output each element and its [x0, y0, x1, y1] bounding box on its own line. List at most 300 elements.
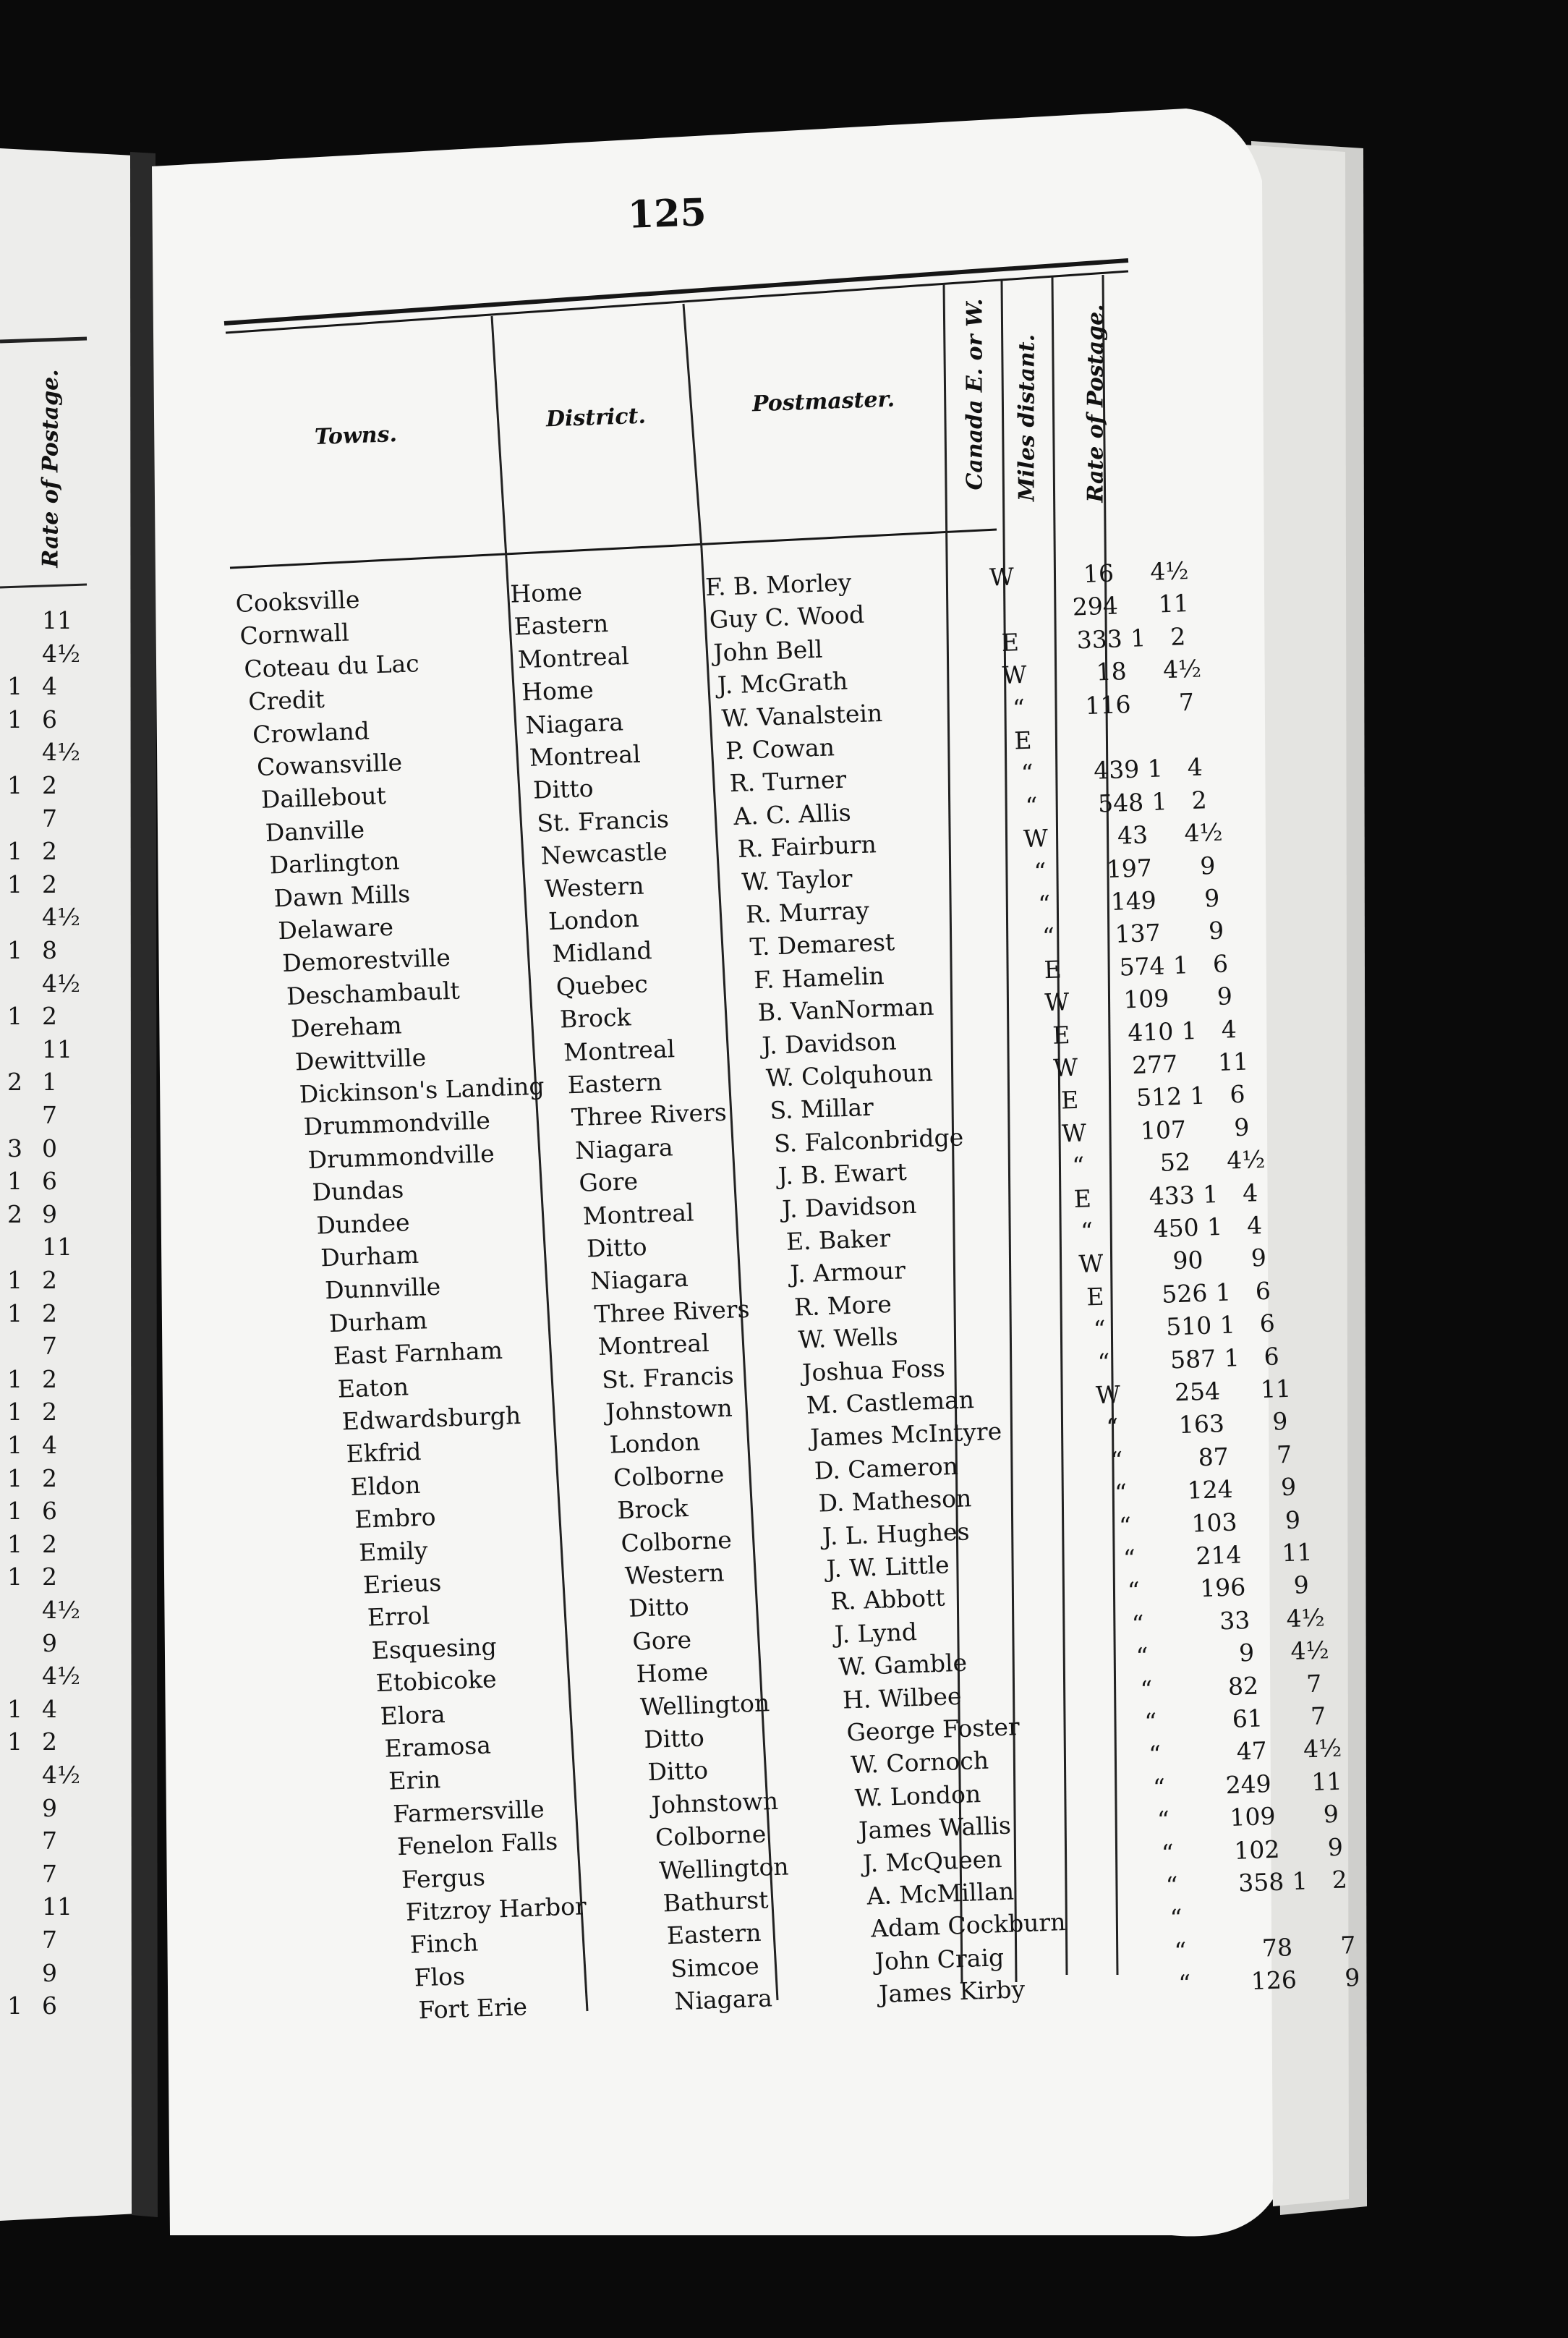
- town-cell: Durham: [328, 1306, 428, 1338]
- left-rate-pence: 6: [42, 1991, 57, 2020]
- left-rate-pence: 9: [42, 1628, 57, 1657]
- rate-pence-cell: 9: [1199, 851, 1216, 880]
- left-page-row: [6, 1035, 85, 1068]
- left-page-row: [6, 1167, 85, 1199]
- town-cell: Danville: [265, 815, 365, 847]
- rate-pence-cell: 9: [1323, 1799, 1339, 1829]
- miles-cell: 512: [1135, 1082, 1183, 1113]
- left-rate-shillings: 1: [7, 1463, 22, 1492]
- left-rate-shillings: 1: [7, 1497, 22, 1526]
- rate-shillings-cell: 1: [1215, 1278, 1232, 1307]
- left-rate-pence: 7: [42, 804, 57, 833]
- postmaster-cell: J. McQueen: [862, 1844, 1003, 1878]
- district-cell: Ditto: [647, 1756, 709, 1787]
- left-rate-pence: 2: [42, 837, 57, 866]
- district-cell: Johnstown: [605, 1393, 733, 1427]
- left-rate-pence: 4: [42, 1431, 57, 1459]
- town-cell: Fitzroy Harbor: [405, 1892, 587, 1926]
- page-number: 125: [626, 190, 707, 237]
- postmaster-cell: John Bell: [712, 634, 824, 667]
- district-cell: Bathurst: [662, 1885, 769, 1918]
- left-rate-shillings: 3: [7, 1134, 22, 1162]
- postmaster-cell: J. Davidson: [761, 1026, 898, 1060]
- town-cell: Eaton: [337, 1372, 409, 1403]
- postmaster-cell: J. L. Hughes: [822, 1516, 971, 1551]
- left-rate-shillings: 1: [7, 771, 22, 799]
- town-cell: Cooksville: [235, 585, 361, 618]
- left-rate-pence: 6: [42, 705, 57, 734]
- rate-pence-cell: 9: [1208, 916, 1224, 945]
- town-cell: Ekfrid: [345, 1437, 422, 1468]
- canada-ew-cell: “: [1114, 1478, 1128, 1508]
- town-cell: Dewittville: [294, 1042, 427, 1076]
- town-cell: Fergus: [401, 1862, 486, 1894]
- header-rate-of-postage: Rate of Postage.: [1083, 304, 1109, 503]
- town-cell: Drummondville: [303, 1106, 491, 1142]
- left-page-row: [6, 1398, 85, 1430]
- rate-pence-cell: 6: [1229, 1080, 1246, 1109]
- miles-cell: 109: [1229, 1802, 1277, 1832]
- left-rate-pence: 11: [42, 606, 72, 634]
- rate-pence-cell: 11: [1217, 1047, 1249, 1076]
- district-cell: Gore: [631, 1625, 692, 1656]
- town-cell: Credit: [247, 684, 325, 716]
- town-cell: Eldon: [349, 1470, 421, 1501]
- postmaster-cell: H. Wilbee: [842, 1681, 963, 1714]
- header-canada-ew: Canada E. or W.: [962, 298, 988, 490]
- town-cell: Deschambault: [286, 976, 461, 1011]
- district-cell: Three Rivers: [593, 1294, 751, 1329]
- miles-cell: 18: [1095, 657, 1128, 686]
- postmaster-cell: D. Cameron: [814, 1451, 959, 1485]
- rate-pence-cell: 4½: [1226, 1144, 1266, 1175]
- canada-ew-cell: “: [1097, 1348, 1111, 1377]
- rate-pence-cell: 6: [1263, 1341, 1280, 1371]
- rate-shillings-cell: 1: [1223, 1343, 1240, 1372]
- left-rate-pence: 4: [42, 672, 57, 701]
- rate-shillings-cell: 1: [1206, 1212, 1223, 1241]
- postmaster-cell: R. Fairburn: [737, 830, 877, 864]
- left-rate-pence: 4½: [42, 1596, 80, 1624]
- town-cell: Elora: [379, 1699, 446, 1730]
- left-page-row: [6, 1266, 85, 1298]
- left-rate-pence: 2: [42, 1463, 57, 1492]
- canada-ew-cell: “: [1131, 1609, 1145, 1638]
- left-page-row: [6, 1926, 85, 1958]
- canada-ew-cell: “: [1093, 1314, 1107, 1344]
- miles-cell: 47: [1236, 1736, 1268, 1767]
- left-page-row: [6, 1299, 85, 1332]
- rate-shillings-cell: 1: [1172, 951, 1189, 979]
- postmaster-table: [235, 553, 1360, 2035]
- canada-ew-cell: “: [1012, 693, 1026, 723]
- town-cell: Finch: [409, 1928, 479, 1960]
- rate-pence-cell: 11: [1311, 1767, 1343, 1796]
- left-page-row: [6, 1892, 85, 1925]
- district-cell: Montreal: [529, 739, 642, 772]
- left-rate-shillings: 1: [7, 1991, 22, 2020]
- left-page-row: [6, 771, 85, 804]
- header-towns: Towns.: [314, 422, 398, 450]
- left-rate-pence: 6: [42, 1167, 57, 1196]
- town-cell: Cowansville: [256, 748, 403, 782]
- rate-shillings-cell: [1159, 852, 1176, 853]
- left-rate-pence: 8: [42, 936, 57, 964]
- postmaster-cell: James Wallis: [858, 1811, 1012, 1845]
- rate-pence-cell: 9: [1280, 1472, 1297, 1502]
- left-rate-shillings: 1: [7, 1694, 22, 1723]
- rate-shillings-cell: 1: [1181, 1016, 1198, 1045]
- left-rate-shillings: 1: [7, 1298, 22, 1327]
- canada-ew-cell: W: [1044, 987, 1070, 1017]
- district-cell: Montreal: [563, 1034, 676, 1067]
- canada-ew-cell: “: [1021, 759, 1034, 788]
- district-cell: Brock: [559, 1003, 632, 1034]
- postmaster-cell: J. Davidson: [781, 1190, 918, 1223]
- left-rate-pence: 2: [42, 870, 57, 898]
- left-page-row: [6, 1101, 85, 1134]
- town-cell: Demorestville: [281, 943, 451, 978]
- district-cell: Quebec: [555, 969, 649, 1001]
- district-cell: Johnstown: [651, 1786, 779, 1819]
- miles-cell: 90: [1172, 1246, 1204, 1275]
- postmaster-cell: M. Castleman: [806, 1385, 975, 1420]
- miles-cell: 124: [1186, 1474, 1234, 1505]
- rate-shillings-cell: [1235, 1441, 1253, 1442]
- rate-pence-cell: 9: [1293, 1570, 1310, 1600]
- rate-shillings-cell: [1287, 1834, 1304, 1835]
- postmaster-cell: Guy C. Wood: [709, 600, 865, 634]
- left-page-row: [6, 1464, 85, 1497]
- canada-ew-cell: E: [1073, 1183, 1092, 1213]
- left-page-row: [6, 639, 85, 672]
- left-rate-shillings: 1: [7, 1431, 22, 1459]
- left-rate-shillings: 1: [7, 1398, 22, 1427]
- rate-pence-cell: 4½: [1285, 1603, 1326, 1633]
- rate-pence-cell: 4: [1187, 752, 1203, 782]
- district-cell: Midland: [551, 936, 653, 969]
- rate-pence-cell: 9: [1284, 1505, 1301, 1534]
- left-page-row: [6, 1991, 85, 2024]
- town-cell: Dundee: [315, 1207, 411, 1240]
- postmaster-cell: W. Vanalstein: [720, 698, 883, 733]
- rate-pence-cell: 2: [1190, 786, 1208, 815]
- rate-pence-cell: 4½: [1149, 556, 1190, 586]
- left-rate-pence: 2: [42, 1727, 57, 1756]
- left-rate-shillings: 1: [7, 705, 22, 734]
- header-postmaster: Postmaster.: [751, 386, 895, 417]
- left-rate-pence: 6: [42, 1497, 57, 1526]
- rate-pence-cell: 4½: [1162, 654, 1202, 684]
- left-rate-shillings: 1: [7, 837, 22, 866]
- district-cell: St. Francis: [601, 1361, 735, 1394]
- rate-pence-cell: 7: [1310, 1701, 1326, 1731]
- left-page-row: [6, 837, 85, 870]
- district-cell: Colborne: [655, 1819, 767, 1852]
- canada-ew-cell: “: [1156, 1806, 1170, 1835]
- miles-cell: 107: [1140, 1115, 1187, 1145]
- left-rate-shillings: 1: [7, 1002, 22, 1031]
- miles-cell: 254: [1174, 1377, 1221, 1407]
- postmaster-cell: P. Cowan: [725, 733, 835, 765]
- rate-shillings-cell: [1265, 1670, 1282, 1671]
- miles-cell: 197: [1106, 853, 1153, 883]
- left-rate-pence: 2: [42, 1563, 57, 1591]
- town-cell: Erieus: [362, 1568, 442, 1599]
- canada-ew-cell: “: [1143, 1707, 1158, 1737]
- rate-shillings-cell: [1163, 885, 1180, 886]
- postmaster-cell: J. B. Ewart: [777, 1157, 908, 1191]
- left-page-row: [6, 804, 85, 837]
- miles-cell: 149: [1110, 885, 1157, 916]
- postmaster-cell: J. W. Little: [826, 1550, 950, 1584]
- left-rate-pence: 4½: [42, 738, 80, 767]
- miles-cell: 510: [1165, 1311, 1212, 1341]
- miles-cell: 103: [1190, 1508, 1238, 1538]
- postmaster-cell: R. Abbott: [830, 1583, 946, 1616]
- canada-ew-cell: [991, 595, 1020, 596]
- town-cell: Crowland: [252, 716, 370, 749]
- rate-shillings-cell: [1133, 656, 1151, 657]
- left-rate-pence: 2: [42, 1298, 57, 1327]
- miles-cell: 358: [1237, 1867, 1284, 1897]
- miles-cell: 52: [1159, 1147, 1191, 1178]
- town-cell: East Farnham: [333, 1335, 503, 1371]
- left-rate-shillings: 2: [7, 1199, 22, 1228]
- postmaster-cell: A. McMillan: [866, 1876, 1015, 1910]
- left-rate-shillings: 1: [7, 1167, 22, 1196]
- left-rate-pence: 4½: [42, 1761, 80, 1789]
- district-cell: Colborne: [613, 1459, 725, 1492]
- district-cell: Wellington: [639, 1688, 770, 1721]
- left-page-row: [6, 738, 85, 770]
- postmaster-cell: James McIntyre: [809, 1417, 1002, 1453]
- left-page-row: [6, 1002, 85, 1034]
- canada-ew-cell: “: [1122, 1544, 1136, 1573]
- rate-pence-cell: 6: [1212, 949, 1229, 978]
- left-rate-shillings: 1: [7, 1364, 22, 1393]
- district-cell: Newcastle: [540, 837, 668, 870]
- rate-pence-cell: 11: [1281, 1537, 1313, 1568]
- canada-ew-cell: E: [1086, 1282, 1105, 1312]
- rate-shillings-cell: [1176, 983, 1193, 984]
- district-cell: Niagara: [673, 1984, 773, 2016]
- district-cell: Brock: [616, 1494, 689, 1525]
- district-cell: Montreal: [582, 1197, 695, 1230]
- town-cell: Fenelon Falls: [396, 1827, 558, 1861]
- town-cell: Fort Erie: [417, 1992, 528, 2025]
- town-cell: Flos: [414, 1961, 466, 1992]
- postmaster-cell: Joshua Foss: [801, 1353, 946, 1387]
- miles-cell: 433: [1149, 1180, 1196, 1210]
- miles-cell: 450: [1152, 1213, 1200, 1244]
- left-rate-shillings: 2: [7, 1068, 22, 1097]
- left-page-row: [6, 1365, 85, 1398]
- canada-ew-cell: “: [1135, 1642, 1149, 1671]
- rate-pence-cell: 9: [1271, 1407, 1288, 1437]
- canada-ew-cell: E: [1052, 1020, 1071, 1050]
- rate-shillings-cell: [1210, 1245, 1227, 1246]
- postmaster-cell: A. C. Allis: [733, 798, 852, 830]
- left-page-row: [6, 969, 85, 1002]
- left-rate-shillings: 1: [7, 1563, 22, 1591]
- postmaster-cell: J. Armour: [789, 1256, 906, 1289]
- left-page-row: [6, 1695, 85, 1727]
- left-rate-pence: 4½: [42, 639, 80, 668]
- canada-ew-cell: “: [1105, 1413, 1120, 1442]
- left-rate-shillings: 1: [7, 870, 22, 898]
- miles-cell: 548: [1097, 788, 1144, 818]
- town-cell: Errol: [367, 1601, 430, 1632]
- left-rate-pence: 11: [42, 1892, 72, 1921]
- district-cell: London: [547, 904, 640, 936]
- district-cell: Colborne: [620, 1525, 733, 1557]
- rate-shillings-cell: [1253, 1572, 1270, 1573]
- postmaster-cell: T. Demarest: [749, 927, 895, 961]
- postmaster-cell: F. B. Morley: [704, 568, 852, 602]
- canada-ew-cell: “: [1080, 1217, 1094, 1246]
- miles-cell: 163: [1178, 1409, 1225, 1440]
- district-cell: Home: [521, 675, 595, 707]
- miles-cell: 333: [1076, 624, 1123, 655]
- canada-ew-cell: E: [1013, 726, 1033, 755]
- left-rate-pence: 4½: [42, 1662, 80, 1691]
- left-rate-shillings: 1: [7, 1266, 22, 1294]
- rate-pence-cell: 4½: [1303, 1733, 1342, 1764]
- left-rate-shillings: 1: [7, 672, 22, 701]
- district-cell: St. Francis: [536, 804, 670, 838]
- town-cell: Dereham: [290, 1011, 403, 1043]
- postmaster-cell: W. Cornoch: [850, 1746, 989, 1780]
- left-rate-shillings: 1: [7, 1727, 22, 1756]
- left-header-rate-of-postage: Rate of Postage.: [38, 369, 64, 568]
- rate-pence-cell: 4: [1246, 1210, 1263, 1240]
- left-page-row: [6, 870, 85, 903]
- miles-cell: 102: [1233, 1835, 1280, 1865]
- rate-pence-cell: 9: [1344, 1963, 1360, 1992]
- left-page-row: [6, 672, 85, 705]
- canada-ew-cell: E: [1043, 955, 1062, 985]
- rate-pence-cell: 4½: [1290, 1636, 1330, 1666]
- postmaster-cell: W. Wells: [797, 1322, 899, 1354]
- miles-cell: 116: [1084, 689, 1132, 720]
- miles-cell: 126: [1250, 1965, 1298, 1996]
- miles-cell: 9: [1238, 1638, 1255, 1667]
- left-rate-pence: 9: [42, 1199, 57, 1228]
- miles-cell: 410: [1127, 1016, 1174, 1047]
- canada-ew-cell: “: [1127, 1576, 1141, 1606]
- town-cell: Dunnville: [324, 1272, 441, 1305]
- left-page-row: [6, 1233, 85, 1265]
- left-page-row: [6, 1827, 85, 1859]
- rate-shillings-cell: [1269, 1703, 1287, 1704]
- town-cell: Darlington: [269, 846, 401, 880]
- district-cell: Montreal: [517, 641, 630, 674]
- left-rate-pence: 2: [42, 1266, 57, 1294]
- rate-pence-cell: 7: [1178, 687, 1195, 717]
- town-cell: Durham: [320, 1240, 419, 1272]
- canada-ew-cell: “: [1148, 1740, 1162, 1769]
- rate-pence-cell: 6: [1255, 1276, 1271, 1306]
- left-rate-pence: 2: [42, 1398, 57, 1427]
- district-cell: Simcoe: [670, 1951, 760, 1983]
- rate-shillings-cell: 1: [1130, 623, 1146, 652]
- town-cell: Edwardsburgh: [341, 1400, 521, 1436]
- canada-ew-cell: “: [1109, 1445, 1123, 1475]
- miles-cell: 33: [1219, 1605, 1250, 1636]
- left-rate-pence: 4½: [42, 969, 80, 998]
- district-cell: Home: [636, 1657, 709, 1688]
- postmaster-cell: E. Baker: [785, 1223, 891, 1256]
- left-page-row: [6, 1332, 85, 1364]
- postmaster-cell: George Foster: [845, 1712, 1021, 1747]
- district-cell: Eastern: [514, 609, 609, 641]
- left-page-row: [6, 1134, 85, 1167]
- town-cell: Dundas: [311, 1175, 404, 1207]
- postmaster-cell: R. Turner: [729, 765, 847, 798]
- district-cell: Ditto: [586, 1232, 648, 1263]
- miles-cell: 294: [1072, 591, 1119, 621]
- miles-cell: 16: [1083, 558, 1115, 589]
- district-cell: Eastern: [567, 1067, 662, 1100]
- district-cell: Niagara: [524, 707, 624, 739]
- left-rate-shillings: 1: [7, 1529, 22, 1558]
- miles-cell: 43: [1117, 820, 1149, 850]
- postmaster-cell: D. Matheson: [817, 1484, 972, 1518]
- rate-pence-cell: 9: [1203, 883, 1220, 913]
- left-rate-shillings: 1: [7, 936, 22, 964]
- district-cell: Home: [509, 577, 583, 608]
- miles-cell: 214: [1195, 1540, 1243, 1570]
- canada-ew-cell: “: [1169, 1903, 1183, 1933]
- district-cell: Western: [624, 1558, 725, 1591]
- miles-cell: 587: [1169, 1343, 1217, 1374]
- rate-pence-cell: 7: [1276, 1440, 1292, 1469]
- canada-ew-cell: W: [1095, 1380, 1121, 1410]
- header-miles-distant: Miles distant.: [1014, 333, 1040, 502]
- rate-pence-cell: 9: [1327, 1832, 1344, 1861]
- rate-shillings-cell: [1184, 1049, 1201, 1050]
- town-cell: Erin: [388, 1765, 441, 1795]
- town-cell: Delaware: [277, 912, 394, 945]
- left-page-row: [6, 1497, 85, 1529]
- postmaster-cell: John Craig: [874, 1942, 1005, 1976]
- left-rate-pence: 11: [42, 1233, 72, 1262]
- rate-shillings-cell: [1227, 1376, 1244, 1377]
- rate-pence-cell: 9: [1250, 1244, 1267, 1272]
- town-cell: Embro: [354, 1502, 437, 1534]
- town-cell: Etobicoke: [375, 1665, 498, 1698]
- miles-cell: 439: [1093, 754, 1140, 786]
- rate-shillings-cell: 1: [1147, 754, 1164, 783]
- canada-ew-cell: “: [1033, 856, 1047, 886]
- left-page-row: [6, 1860, 85, 1892]
- rate-pence-cell: 4: [1242, 1178, 1258, 1207]
- postmaster-cell: S. Falconbridge: [773, 1123, 964, 1158]
- left-rate-pence: 4: [42, 1694, 57, 1723]
- left-rate-pence: 7: [42, 1926, 57, 1954]
- rate-shillings-cell: [1244, 1507, 1261, 1508]
- left-page-row: [6, 705, 85, 738]
- postmaster-cell: W. Colquhoun: [765, 1058, 934, 1092]
- postmaster-cell: James Kirby: [878, 1975, 1026, 2009]
- left-rate-pence: 7: [42, 1827, 57, 1855]
- postmaster-cell: W. London: [854, 1779, 981, 1812]
- rate-shillings-cell: [1256, 1605, 1274, 1606]
- rate-shillings-cell: 1: [1202, 1179, 1219, 1209]
- town-cell: Drummondville: [307, 1139, 495, 1174]
- rate-shillings-cell: [1240, 1474, 1257, 1475]
